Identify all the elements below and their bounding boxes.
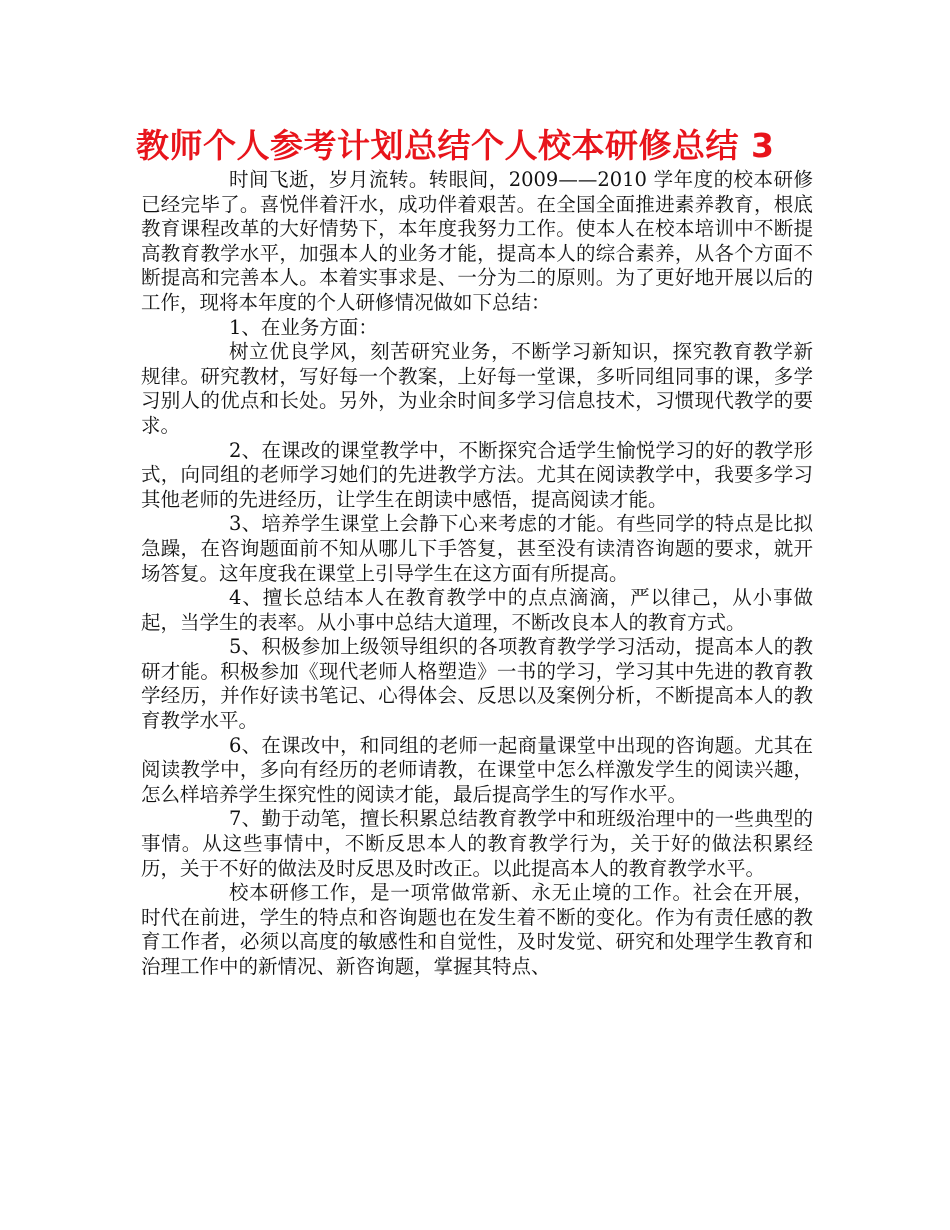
paragraph-item-4: 4、擅长总结本人在教育教学中的点点滴滴，严以律己，从小事做起，当学生的表率。从小事中总结大道理，不断改良本人的教育方式。: [141, 586, 813, 634]
paragraph-item-5: 5、积极参加上级领导组织的各项教育教学学习活动，提高本人的教研才能。积极参加《现代老师人格塑造》一书的学习，学习其中先进的教育教学经历，并作好读书笔记、心得体会、反思以及案例分析，不断提高本人的教育教学水平。: [141, 635, 813, 733]
document-title: 教师个人参考计划总结个人校本研修总结 3: [136, 126, 775, 165]
paragraph-section-heading: 1、在业务方面：: [229, 315, 378, 339]
paragraph-intro: 时间飞逝，岁月流转。转眼间，2009——2010 学年度的校本研修已经完毕了。喜悦伴着汗水，成功伴着艰苦。在全国全面推进素养教育，根底教育课程改革的大好情势下，本年度我努力工作。使本人在校本培训中不断提高教育教学水平，加强本人的业务才能，提高本人的综合素养，从各个方面不断提高和完善本人。本着实事求是、一分为二的原则。为了更好地开展以后的工作，现将本年度的个人研修情况做如下总结：: [141, 168, 813, 314]
paragraph-item-7: 7、勤于动笔，擅长积累总结教育教学中和班级治理中的一些典型的事情。从这些事情中，不断反思本人的教育教学行为，关于好的做法积累经历，关于不好的做法及时反思及时改正。以此提高本人的教育教学水平。: [141, 807, 813, 880]
paragraph-conclusion: 校本研修工作，是一项常做常新、永无止境的工作。社会在开展，时代在前进，学生的特点和咨询题也在发生着不断的变化。作为有责任感的教育工作者，必须以高度的敏感性和自觉性，及时发觉、研究和处理学生教育和治理工作中的新情况、新咨询题，掌握其特点、: [141, 881, 813, 978]
paragraph-item-3: 3、培养学生课堂上会静下心来考虑的才能。有些同学的特点是比拟急躁，在咨询题面前不知从哪儿下手答复，甚至没有读清咨询题的要求，就开场答复。这年度我在课堂上引导学生在这方面有所提高。: [141, 512, 813, 585]
paragraph-item-2: 2、在课改的课堂教学中，不断探究合适学生愉悦学习的好的教学形式，向同组的老师学习她们的先进教学方法。尤其在阅读教学中，我要多学习其他老师的先进经历，让学生在朗读中感悟，提高阅读才能。: [141, 438, 813, 511]
paragraph-item-6: 6、在课改中，和同组的老师一起商量课堂中出现的咨询题。尤其在阅读教学中，多向有经历的老师请教，在课堂中怎么样激发学生的阅读兴趣，怎么样培养学生探究性的阅读才能，最后提高学生的写作水平。: [141, 733, 813, 806]
paragraph-study-style: 树立优良学风，刻苦研究业务，不断学习新知识，探究教育教学新规律。研究教材，写好每一个教案，上好每一堂课，多听同组同事的课，多学习别人的优点和长处。另外，为业余时间多学习信息技术，习惯现代教学的要求。: [141, 340, 813, 437]
document-body: [141, 168, 813, 980]
